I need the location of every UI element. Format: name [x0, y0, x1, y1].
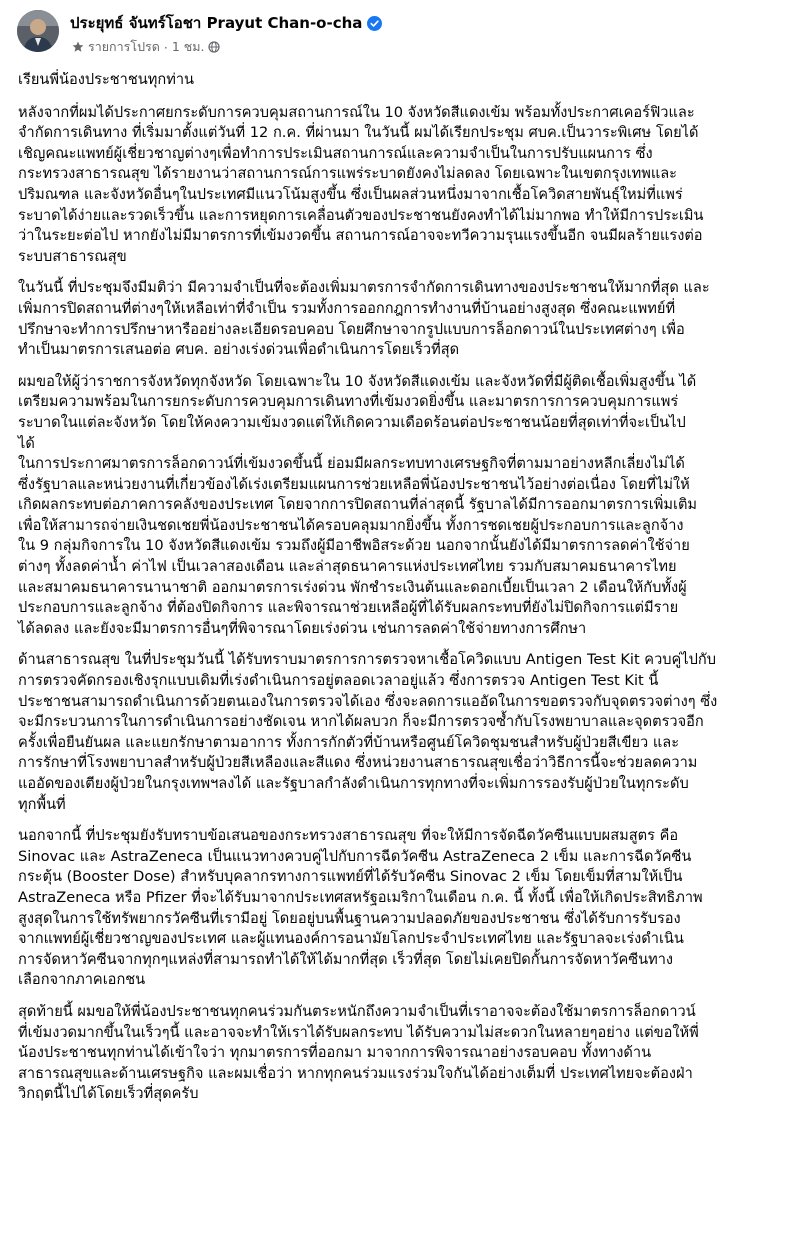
- post-paragraph: [18, 278, 793, 360]
- globe-icon: [208, 41, 220, 53]
- paragraph-line: ที่เข้มงวดมากขึ้นในเร็วๆนี้ และอาจจะทำให้เราได้รับผลกระทบ ได้รับความไม่สะดวกในหลายๆอย่าง แต่ขอให้พี่: [18, 1023, 699, 1041]
- post-paragraph: [18, 650, 793, 815]
- paragraph-line: ได้: [18, 434, 35, 452]
- paragraph-line: สาธารณสุขและด้านเศรษฐกิจ และผมเชื่อว่า หากทุกคนร่วมแรงร่วมใจกันได้อย่างเต็มที่ ประเทศไทยจะต้องฝ่า: [18, 1064, 693, 1082]
- paragraph-line: แออัดของเตียงผู้ป่วยในกรุงเทพฯลงได้ และรัฐบาลกำลังดำเนินการทุกทางที่จะเพิ่มการรองรับผู้ป่วยในทุกระดับ: [18, 775, 689, 792]
- paragraph-line: เลือกจากภาคเอกชน: [18, 971, 146, 989]
- paragraph-line: ในวันนี้ ที่ประชุมจึงมีมติว่า มีความจำเป็นที่จะต้องเพิ่มมาตรการจำกัดการเดินทางของประชาชนให้มากที่สุด และ: [18, 279, 710, 297]
- paragraph-line: การรักษาที่โรงพยาบาลสำหรับผู้ป่วยสีเหลืองและสีแดง ซึ่งหน่วยงานสาธารณสุขเชื่อว่าวิธีการนี้จะช่วยลดความ: [18, 754, 698, 772]
- star-icon: [72, 41, 84, 53]
- post-header: [0, 0, 800, 64]
- verified-badge-icon: [367, 16, 382, 31]
- paragraph-line: นอกจากนี้ ที่ประชุมยังรับทราบข้อเสนอของกระทรวงสาธารณสุข ที่จะให้มีการจัดฉีดวัคซีนแบบผสมสูตร คือ: [18, 827, 679, 845]
- paragraph-line: จะมีกระบวนการในการดำเนินการอย่างชัดเจน หากได้ผลบวก ก็จะมีการตรวจซ้ำกับโรงพยาบาลและจุดตรวจอีก: [18, 713, 704, 731]
- paragraph-line: ด้านสาธารณสุข ในที่ประชุมวันนี้ ได้รับทราบมาตรการการตรวจหาเชื้อโควิดแบบ Antigen Test Kit ควบคู่ไปกับ: [18, 651, 716, 669]
- author-row: [70, 11, 382, 35]
- paragraph-line: AstraZeneca หรือ Pfizer ที่จะได้รับมาจากประเทศสหรัฐอเมริกาในเดือน ก.ค. นี้ ทั้งนี้ เพื่อให้เกิดประสิทธิภาพ: [18, 888, 703, 906]
- paragraph-line: กระทรวงสาธารณสุข ได้รายงานว่าสถานการณ์การแพร่ระบาดยังคงไม่ลดลง โดยเฉพาะในเขตกรุงเทพและ: [18, 165, 678, 183]
- paragraph-line: สูงสุดในการใช้ทรัพยากรวัคซีนที่เรามีอยู่ โดยอยู่บนพื้นฐานความปลอดภัยของประชาชน ซึ่งได้รับการรับรอง: [18, 909, 681, 927]
- paragraph-line: ซึ่งรัฐบาลและหน่วยงานที่เกี่ยวข้องได้เร่งเตรียมแผนการช่วยเหลือพี่น้องประชาชนไว้อย่างต่อเนื่อง โดยที่ไม่ให้: [18, 475, 690, 493]
- paragraph-line: ใน 9 กลุ่มกิจการใน 10 จังหวัดสีแดงเข้ม รวมถึงผู้มีอาชีพอิสระด้วย นอกจากนั้นยังได้มีมาตรการลดค่าใช้จ่าย: [18, 537, 690, 555]
- paragraph-line: กระตุ้น (Booster Dose) สำหรับบุคลากรทางการแพทย์ที่ได้รับวัคซีน Sinovac 2 เข็ม โดยเข็มที่สามให้เป็น: [18, 868, 683, 886]
- author-name[interactable]: ประยุทธ์ จันทร์โอชา Prayut Chan-o-cha: [70, 14, 363, 32]
- post-paragraph: [18, 103, 793, 268]
- meta-separator: ·: [163, 39, 168, 55]
- post-greeting: เรียนพี่น้องประชาชนทุกท่าน: [18, 71, 195, 88]
- paragraph-line: ทุกพื้นที่: [18, 795, 66, 813]
- post-paragraph: [18, 1002, 793, 1105]
- paragraph-line: จำกัดการเดินทาง ที่เริ่มมาตั้งแต่วันที่ 12 ก.ค. ที่ผ่านมา ในวันนี้ ผมได้เรียกประชุม ศบค.เป็นวาระพิเศษ โดยได้: [18, 124, 699, 142]
- paragraph-line: น้องประชาชนทุกท่านได้เข้าใจว่า ทุกมาตรการที่ออกมา มาจากการพิจารณาอย่างรอบคอบ ทั้งทางด้าน: [18, 1044, 652, 1062]
- paragraph-line: เพิ่มการปิดสถานที่ต่างๆให้เหลือเท่าที่จำเป็น รวมทั้งการออกกฎการทำงานที่บ้านอย่างสูงสุด ซึ่งคณะแพทย์ที่: [18, 299, 676, 317]
- paragraph-line: สุดท้ายนี้ ผมขอให้พี่น้องประชาชนทุกคนร่วมกันตระหนักถึงความจำเป็นที่เราอาจจะต้องใช้มาตรการล็อกดาวน์: [18, 1002, 696, 1020]
- paragraph-line: ระบาดในแต่ละจังหวัด โดยให้คงความเข้มงวดแต่ให้เกิดความเดือดร้อนต่อประชาชนน้อยที่สุดเท่าที่จะเป็นไป: [18, 413, 686, 431]
- paragraph-line: เตรียมความพร้อมในการยกระดับการควบคุมการเดินทางที่เข้มงวดยิ่งขึ้น และมาตรการการควบคุมการแพร่: [18, 393, 679, 411]
- paragraph-line: เกิดผลกระทบต่อภาคการคลังของประเทศ โดยจากการปิดสถานที่ล่าสุดนี้ รัฐบาลได้มีการออกมาตรการเพิ่มเติม: [18, 496, 698, 514]
- paragraph-line: ปริมณฑล และจังหวัดอื่นๆในประเทศมีแนวโน้มสูงขึ้น ซึ่งเป็นผลส่วนหนึ่งมาจากเชื้อโควิดสายพันธุ์ใหม่ที่แพร่: [18, 185, 683, 203]
- favorites-label[interactable]: รายการโปรด: [88, 39, 160, 54]
- paragraph-line: ครั้งเพื่อยืนยันผล และแยกรักษาตามอาการ ทั้งการกักตัวที่บ้านหรือศูนย์โควิดชุมชนสำหรับผู้ป่วยสีเขียว และ: [18, 733, 680, 751]
- paragraph-line: การตรวจคัดกรองเชิงรุกแบบเดิมที่เร่งดำเนินการอยู่ตลอดเวลาอยู่แล้ว ซึ่งการตรวจ Antigen Test Kit นี้: [18, 672, 659, 690]
- post-paragraph: [18, 372, 793, 640]
- paragraph-line: ในการประกาศมาตรการล็อกดาวน์ที่เข้มงวดขึ้นนี้ ย่อมมีผลกระทบทางเศรษฐกิจที่ตามมาอย่างหลีกเลี่ยงไม่ได้: [18, 455, 685, 473]
- paragraph-line: ได้ลดลง และยังจะมีมาตรการอื่นๆที่พิจารณาโดยเร่งด่วน เช่นการลดค่าใช้จ่ายทางการศึกษา: [18, 619, 587, 637]
- paragraph-line: ทำเป็นมาตรการเสนอต่อ ศบค. อย่างเร่งด่วนเพื่อดำเนินการโดยเร็วที่สุด: [18, 341, 460, 359]
- paragraph-line: เพื่อให้สามารถจ่ายเงินชดเชยพี่น้องประชาชนได้ครอบคลุมมากยิ่งขึ้น ทั้งการชดเชยผู้ประกอบการและลูกจ้าง: [18, 516, 684, 534]
- paragraph-line: หลังจากที่ผมได้ประกาศยกระดับการควบคุมสถานการณ์ใน 10 จังหวัดสีแดงเข้ม พร้อมทั้งประกาศเคอร์ฟิวและ: [18, 103, 695, 121]
- post-timestamp[interactable]: 1 ชม.: [171, 39, 205, 54]
- paragraph-line: จากแพทย์ผู้เชี่ยวชาญของประเทศ และผู้แทนองค์การอนามัยโลกประจำประเทศไทย และรัฐบาลจะเร่งดำเนิน: [18, 930, 684, 948]
- paragraph-line: ว่าในระยะต่อไป หากยังไม่มีมาตรการที่เข้มงวดขึ้น สถานการณ์อาจจะทวีความรุนแรงขึ้นอีก จนมีผลร้ายแรงต่อ: [18, 227, 703, 245]
- paragraph-line: ต่างๆ ทั้งลดค่าน้ำ ค่าไฟ เป็นเวลาสองเดือน และล่าสุดธนาคารแห่งประเทศไทย รวมกับสมาคมธนาคารไทย: [18, 558, 677, 576]
- author-avatar[interactable]: [17, 10, 59, 52]
- paragraph-line: ประชาชนสามารถดำเนินการด้วยตนเองในการตรวจได้เอง ซึ่งจะลดการแออัดในการขอตรวจกับจุดตรวจต่างๆ ซึ่ง: [18, 692, 718, 710]
- post-body: [18, 70, 793, 1116]
- avatar-image-icon: [17, 10, 59, 52]
- post-paragraph: [18, 826, 793, 991]
- paragraph-line: เชิญคณะแพทย์ผู้เชี่ยวชาญต่างๆเพื่อทำการประเมินสถานการณ์และความจำเป็นในการปรับแผนการ ซึ่ง: [18, 144, 653, 162]
- paragraph-line: วิกฤตนี้ไปได้โดยเร็วที่สุดครับ: [18, 1085, 199, 1103]
- post-paragraphs: [18, 103, 793, 1105]
- post-meta: [72, 37, 220, 57]
- paragraph-line: การจัดหาวัคซีนจากทุกๆแหล่งที่สามารถทำได้ให้ได้มากที่สุด เร็วที่สุด โดยไม่เคยปิดกั้นการจัดหาวัคซีนทาง: [18, 950, 674, 968]
- paragraph-line: ระบาดได้ง่ายและรวดเร็วขึ้น และการหยุดการเคลื่อนตัวของประชาชนยังคงทำได้ไม่มากพอ ทำให้มีการประเมิน: [18, 206, 704, 224]
- paragraph-line: ปรึกษาจะทำการปรึกษาหารืออย่างละเอียดรอบคอบ โดยศึกษาจากรูปแบบการล็อกดาวน์ในประเทศต่างๆ เพื่อ: [18, 320, 685, 338]
- paragraph-line: และสมาคมธนาคารนานาชาติ ออกมาตรการเร่งด่วน พักชำระเงินต้นและดอกเบี้ยเป็นเวลา 2 เดือนให้กับทั้งผู้: [18, 578, 687, 596]
- paragraph-line: ประกอบการและลูกจ้าง ที่ต้องปิดกิจการ และพิจารณาช่วยเหลือผู้ที่ได้รับผลกระทบที่ยังไม่ปิดกิจการแต่มีราย: [18, 599, 679, 617]
- paragraph-line: ผมขอให้ผู้ว่าราชการจังหวัดทุกจังหวัด โดยเฉพาะใน 10 จังหวัดสีแดงเข้ม และจังหวัดที่มีผู้ติดเชื้อเพิ่มสูงขึ้น ได้: [18, 372, 697, 390]
- paragraph-line: Sinovac และ AstraZeneca เป็นแนวทางควบคู่ไปกับการฉีดวัคซีน AstraZeneca 2 เข็ม และการฉีดวัคซีน: [18, 847, 692, 865]
- paragraph-line: ระบบสาธารณสุข: [18, 247, 127, 265]
